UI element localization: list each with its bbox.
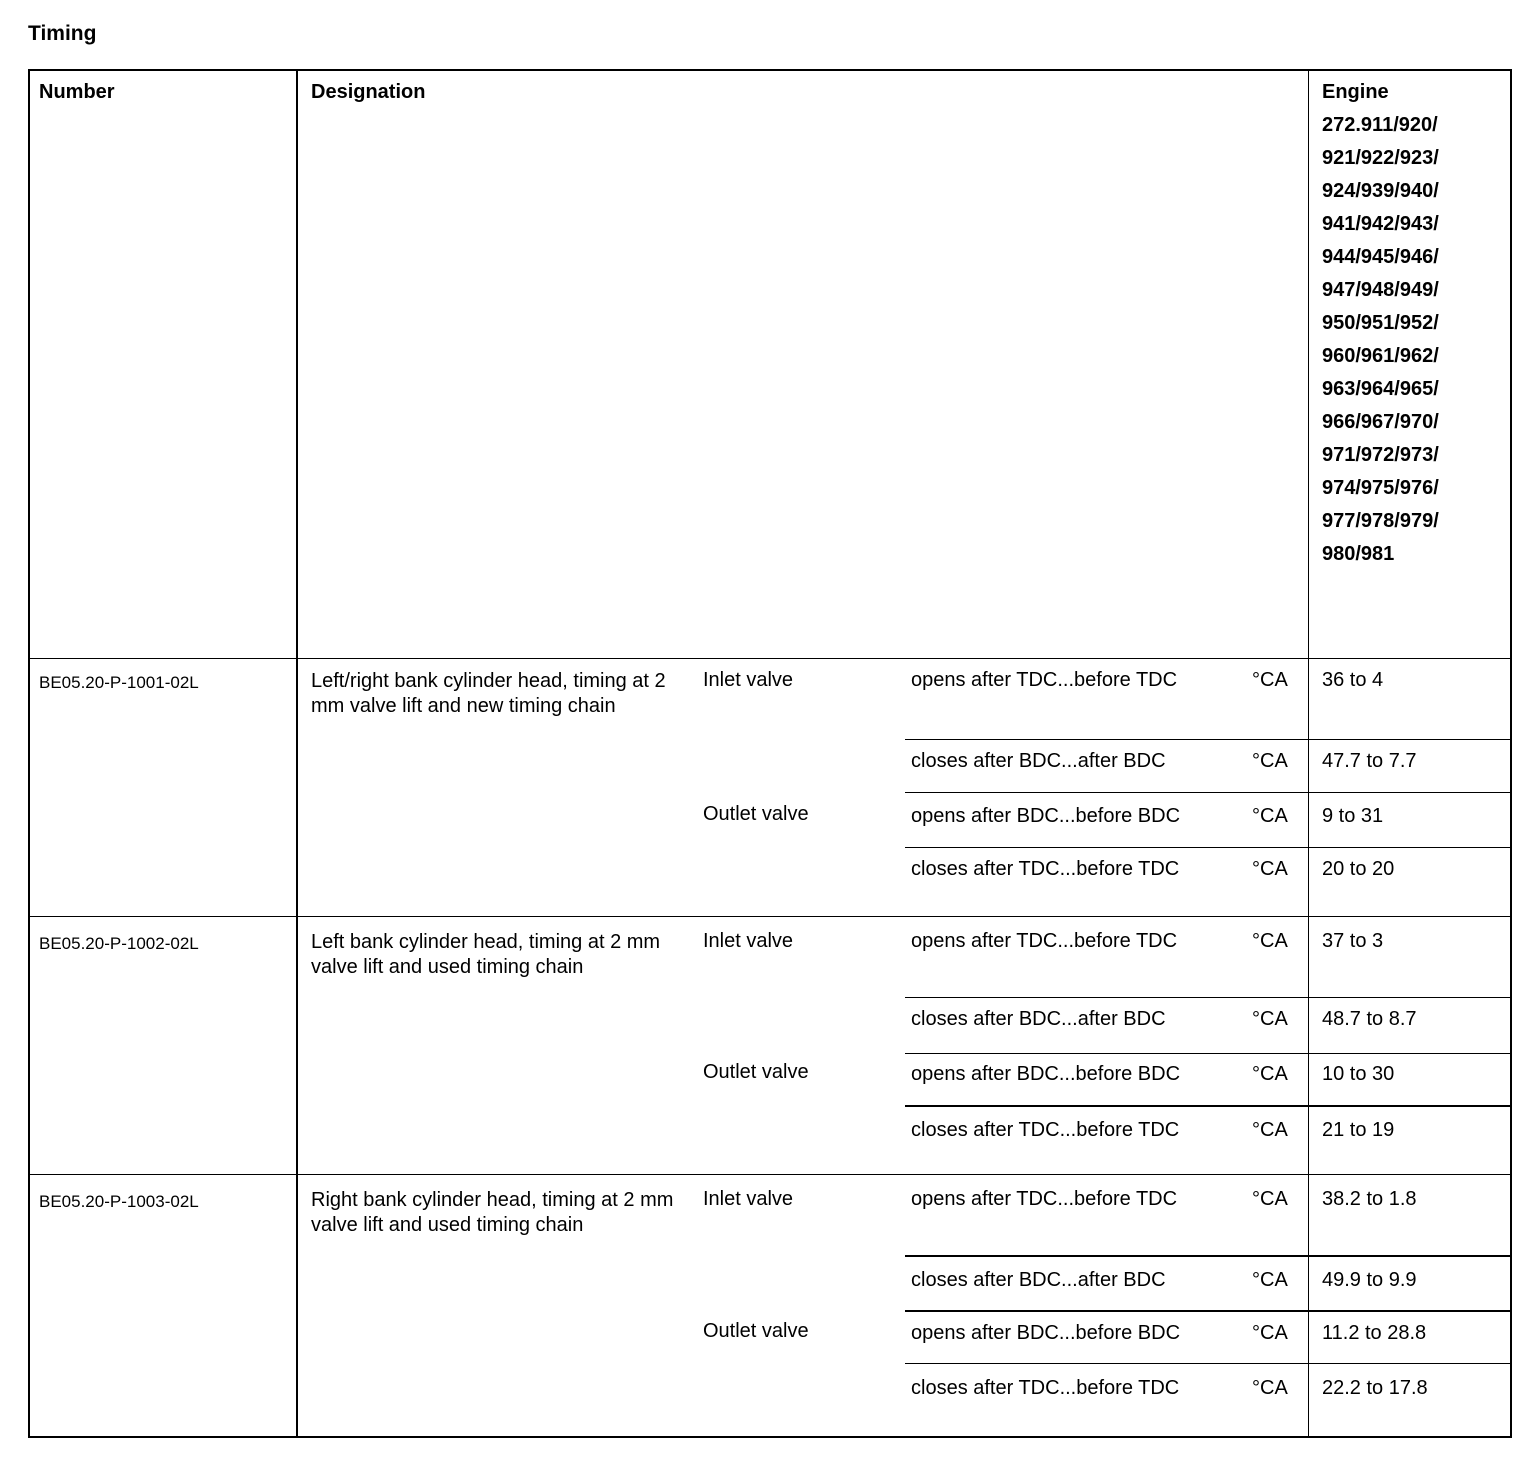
sub-row-divider — [905, 1105, 1511, 1107]
unit-text: °CA — [1252, 1377, 1288, 1399]
condition-text: opens after BDC...before BDC — [911, 1322, 1181, 1344]
valve-label: Outlet valve — [703, 1061, 809, 1083]
valve-label: Outlet valve — [703, 1320, 809, 1342]
unit-text: °CA — [1252, 1008, 1288, 1030]
header-designation: Designation — [311, 81, 426, 103]
page-title: Timing — [28, 22, 97, 45]
condition-text: opens after TDC...before TDC — [911, 669, 1178, 691]
sub-row-divider — [905, 1255, 1511, 1257]
value-text: 38.2 to 1.8 — [1322, 1188, 1417, 1210]
unit-text: °CA — [1252, 930, 1288, 952]
engine-code-line: 921/922/923/ — [1322, 147, 1439, 169]
condition-text: opens after BDC...before BDC — [911, 805, 1181, 827]
value-text: 9 to 31 — [1322, 805, 1384, 827]
engine-code-line: 980/981 — [1322, 543, 1395, 565]
value-text: 20 to 20 — [1322, 858, 1395, 880]
valve-label: Inlet valve — [703, 1188, 794, 1210]
row-divider — [29, 658, 1511, 659]
part-number: BE05.20-P-1002-02L — [39, 934, 199, 953]
header-number: Number — [39, 81, 115, 103]
engine-code-line: 941/942/943/ — [1322, 213, 1439, 235]
condition-text: closes after TDC...before TDC — [911, 1377, 1180, 1399]
value-text: 47.7 to 7.7 — [1322, 750, 1417, 772]
engine-code-line: 971/972/973/ — [1322, 444, 1439, 466]
condition-text: closes after TDC...before TDC — [911, 858, 1180, 880]
engine-code-line: 924/939/940/ — [1322, 180, 1439, 202]
unit-text: °CA — [1252, 805, 1288, 827]
engine-code-line: 974/975/976/ — [1322, 477, 1439, 499]
part-number: BE05.20-P-1001-02L — [39, 673, 199, 692]
unit-text: °CA — [1252, 1119, 1288, 1141]
valve-label: Inlet valve — [703, 930, 794, 952]
timing-table — [28, 69, 1512, 1438]
designation-text: Left bank cylinder head, timing at 2 mm valve lift and used timing chain — [311, 931, 661, 978]
sub-row-divider — [905, 739, 1511, 740]
condition-text: opens after BDC...before BDC — [911, 1063, 1181, 1085]
valve-label: Outlet valve — [703, 803, 809, 825]
engine-code-line: 966/967/970/ — [1322, 411, 1439, 433]
value-text: 22.2 to 17.8 — [1322, 1377, 1428, 1399]
valve-label: Inlet valve — [703, 669, 794, 691]
sub-row-divider — [905, 792, 1511, 793]
condition-text: closes after BDC...after BDC — [911, 750, 1166, 772]
condition-text: closes after BDC...after BDC — [911, 1269, 1166, 1291]
condition-text: opens after TDC...before TDC — [911, 930, 1178, 952]
sub-row-divider — [905, 1310, 1511, 1312]
row-divider — [29, 1174, 1511, 1175]
value-text: 49.9 to 9.9 — [1322, 1269, 1417, 1291]
row-divider — [29, 916, 1511, 917]
value-text: 21 to 19 — [1322, 1119, 1395, 1141]
unit-text: °CA — [1252, 1188, 1288, 1210]
engine-code-line: 960/961/962/ — [1322, 345, 1439, 367]
sub-row-divider — [905, 997, 1511, 998]
sub-row-divider — [905, 1053, 1511, 1054]
unit-text: °CA — [1252, 1322, 1288, 1344]
engine-code-line: 963/964/965/ — [1322, 378, 1439, 400]
designation-text: Left/right bank cylinder head, timing at 2 mm valve lift and new timing chain — [311, 670, 666, 717]
designation-text: Right bank cylinder head, timing at 2 mm valve lift and used timing chain — [311, 1189, 674, 1236]
engine-code-list — [1322, 109, 1439, 571]
value-text: 11.2 to 28.8 — [1322, 1322, 1427, 1344]
column-divider-engine — [1308, 70, 1309, 1437]
condition-text: closes after BDC...after BDC — [911, 1008, 1166, 1030]
engine-code-line: 950/951/952/ — [1322, 312, 1439, 334]
part-number: BE05.20-P-1003-02L — [39, 1192, 199, 1211]
value-text: 10 to 30 — [1322, 1063, 1395, 1085]
sub-row-divider — [905, 1363, 1511, 1364]
value-text: 37 to 3 — [1322, 930, 1384, 952]
column-divider-number — [296, 70, 298, 1437]
engine-code-line: 272.911/920/ — [1322, 114, 1438, 136]
unit-text: °CA — [1252, 750, 1288, 772]
value-text: 48.7 to 8.7 — [1322, 1008, 1417, 1030]
unit-text: °CA — [1252, 1063, 1288, 1085]
engine-code-line: 977/978/979/ — [1322, 510, 1439, 532]
unit-text: °CA — [1252, 1269, 1288, 1291]
unit-text: °CA — [1252, 669, 1288, 691]
condition-text: opens after TDC...before TDC — [911, 1188, 1178, 1210]
value-text: 36 to 4 — [1322, 669, 1384, 691]
condition-text: closes after TDC...before TDC — [911, 1119, 1180, 1141]
engine-code-line: 947/948/949/ — [1322, 279, 1439, 301]
sub-row-divider — [905, 847, 1511, 848]
unit-text: °CA — [1252, 858, 1288, 880]
engine-code-line: 944/945/946/ — [1322, 246, 1439, 268]
header-engine: Engine — [1322, 81, 1389, 103]
